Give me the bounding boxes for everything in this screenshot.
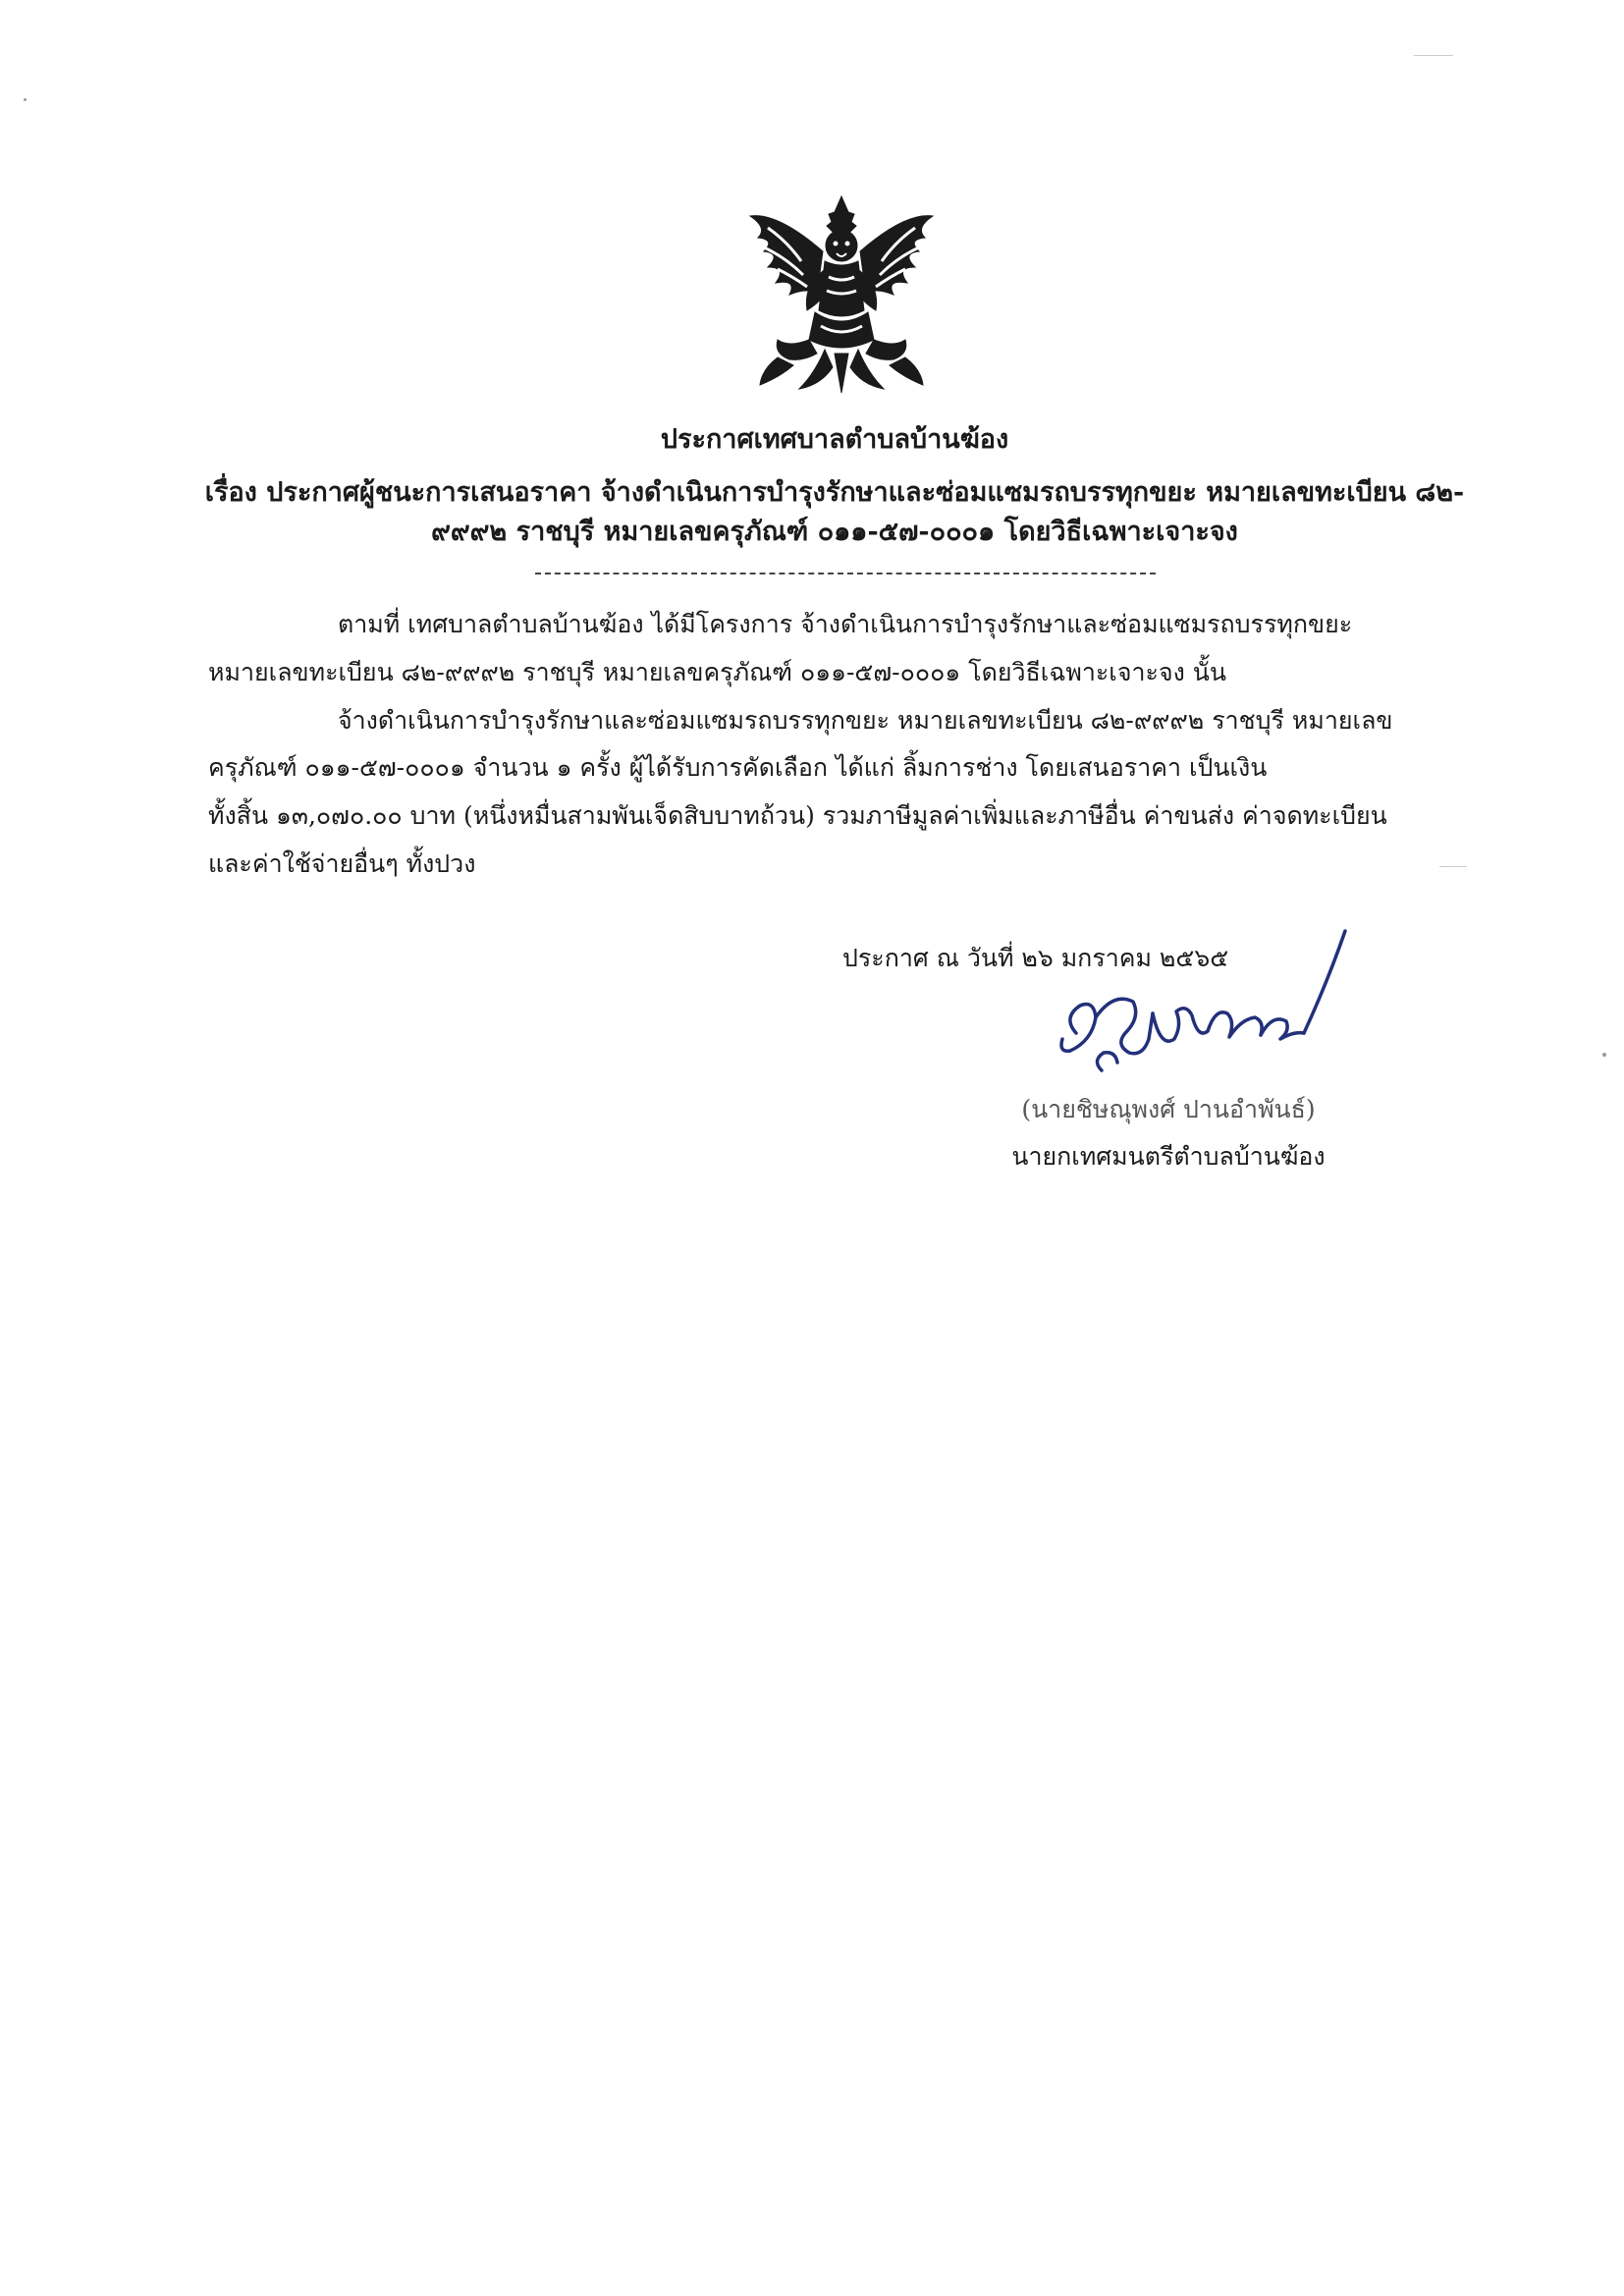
garuda-emblem-icon: [738, 192, 945, 399]
paragraph-1-line-2: หมายเลขทะเบียน ๘๒-๙๙๙๒ ราชบุรี หมายเลขครุภัณฑ์ ๐๑๑-๕๗-๐๐๐๑ โดยวิธีเฉพาะเจาะจง นั้น: [208, 658, 1226, 686]
paragraph-2-line-4: และค่าใช้จ่ายอื่นๆ ทั้งปวง: [208, 849, 476, 878]
handwritten-signature: [1033, 923, 1377, 1090]
announcement-date: ประกาศ ณ วันที่ ๒๖ มกราคม ๒๕๖๕: [842, 944, 1229, 972]
paragraph-2-line-2: ครุภัณฑ์ ๐๑๑-๕๗-๐๐๐๑ จำนวน ๑ ครั้ง ผู้ได้รับการคัดเลือก ได้แก่ ลิ้มการช่าง โดยเสนอราคา เป็นเงิน: [208, 753, 1268, 782]
dashed-divider: [535, 573, 1156, 574]
scan-speck: [24, 98, 27, 101]
scan-speck: [1414, 55, 1453, 56]
issuer-title: ประกาศเทศบาลตำบลบ้านฆ้อง: [660, 424, 1009, 455]
subject-line-2: ๙๙๙๒ ราชบุรี หมายเลขครุภัณฑ์ ๐๑๑-๕๗-๐๐๐๑ โดยวิธีเฉพาะเจาะจง: [431, 517, 1238, 547]
subject-line-1: เรื่อง ประกาศผู้ชนะการเสนอราคา จ้างดำเนินการบำรุงรักษาและซ่อมแซมรถบรรทุกขยะ หมายเลขทะเบียน ๘๒-: [204, 477, 1465, 508]
scan-speck: [1439, 866, 1467, 867]
scan-speck: [1602, 1053, 1606, 1057]
signer-name: (นายชิษณุพงศ์ ปานอำพันธ์): [1021, 1095, 1316, 1123]
signer-position: นายกเทศมนตรีตำบลบ้านฆ้อง: [1011, 1142, 1326, 1171]
paragraph-2-line-1: จ้างดำเนินการบำรุงรักษาและซ่อมแซมรถบรรทุกขยะ หมายเลขทะเบียน ๘๒-๙๙๙๒ ราชบุรี หมายเลข: [338, 706, 1393, 735]
paragraph-2-line-3: ทั้งสิ้น ๑๓,๐๗๐.๐๐ บาท (หนึ่งหมื่นสามพันเจ็ดสิบบาทถ้วน) รวมภาษีมูลค่าเพิ่มและภาษีอื่น ค่าขนส่ง ค่าจดทะเบียน: [208, 801, 1387, 830]
paragraph-1-line-1: ตามที่ เทศบาลตำบลบ้านฆ้อง ได้มีโครงการ จ้างดำเนินการบำรุงรักษาและซ่อมแซมรถบรรทุกขยะ: [338, 610, 1353, 638]
